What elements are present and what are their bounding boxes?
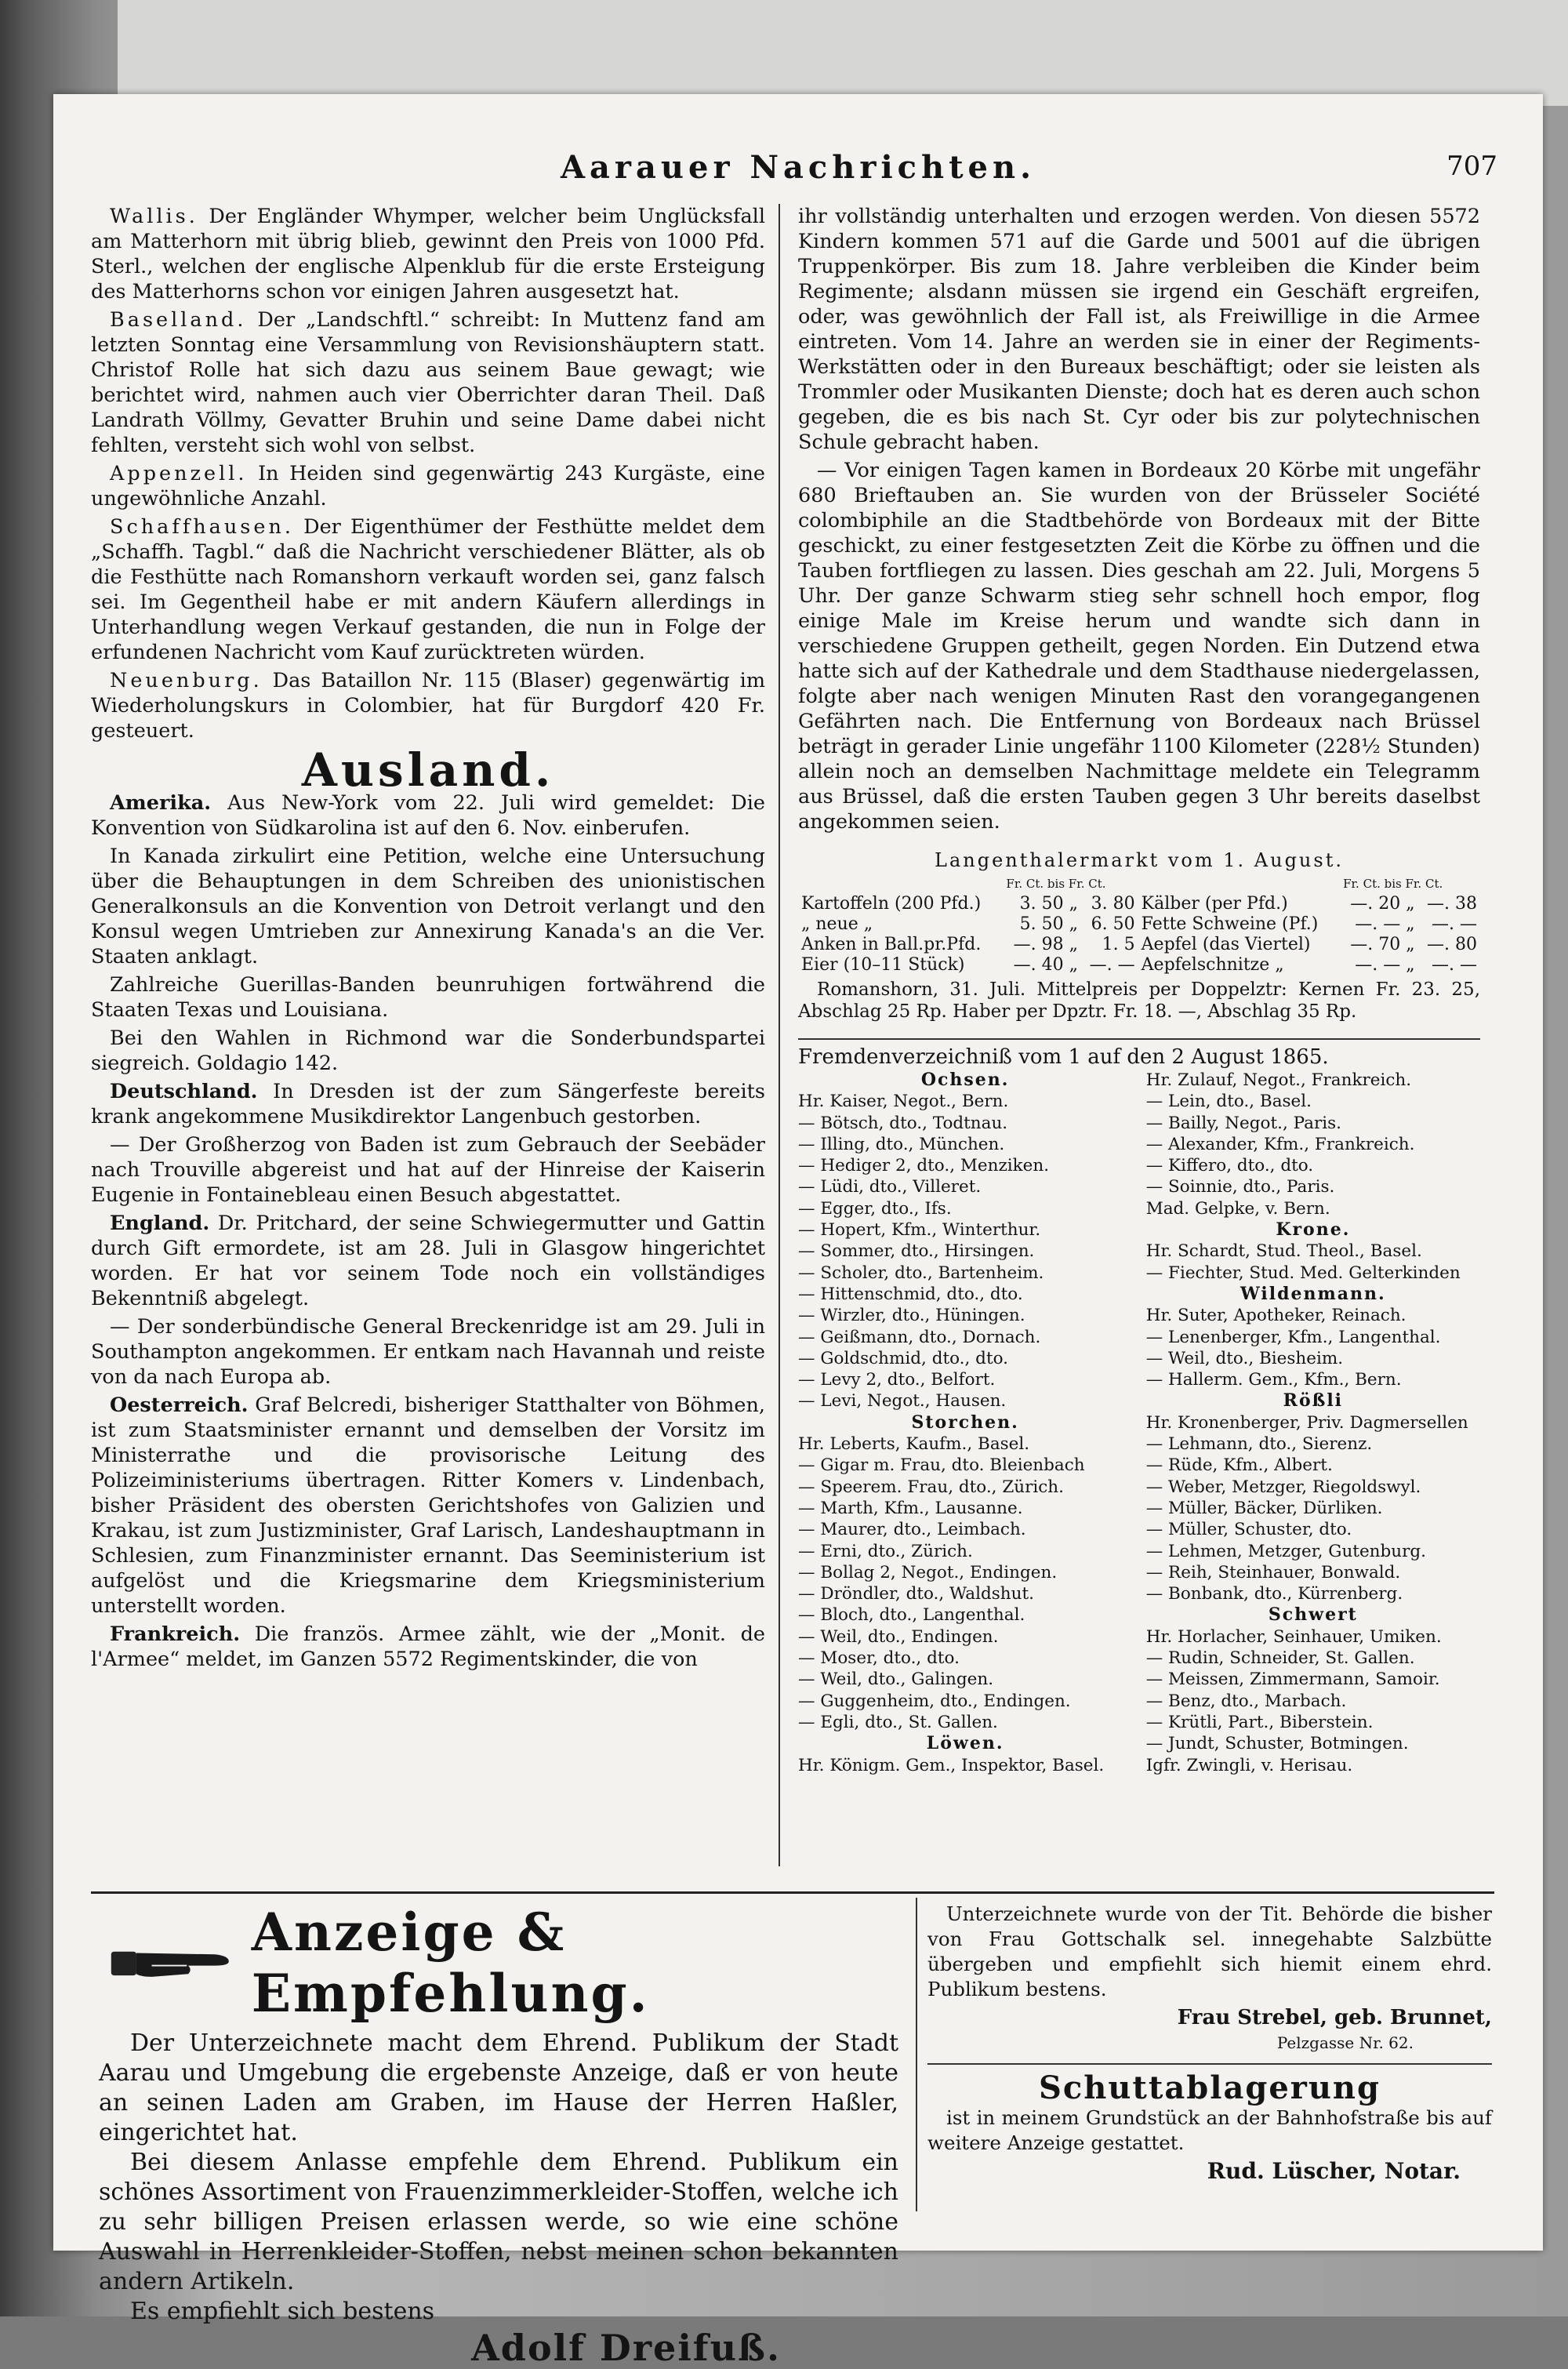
article-text: In Dresden ist der zum Sängerfeste bereits krank angekommene Musikdirektor Langenbuch gestorben. [91,1080,765,1128]
article-text: Der Eigenthümer der Festhütte meldet dem „Schaffh. Tagbl.“ daß die Nachricht verschiedener Blätter, als ob die Festhütte nach Romanshorn verkauft worden sei, ganz falsch sei. Im Gegentheil habe er mit andern Käufern allerdings in Unterhandlung wegen Verkauf gestanden, die nun in Folge der erfundenen Nachricht vom Kauf zurücktreten würden. [91,515,765,664]
article-frankreich-continued: ihr vollständig unterhalten und erzogen werden. Von diesen 5572 Kindern kommen 571 auf die Garde und 5001 auf die übrigen Truppenkörper. Bis zum 18. Jahre verbleiben die Kinder beim Regimente; alsdann müssen sie irgend ein Geschäft ergreifen, oder, was gewöhnlich der Fall ist, als Freiwillige in die Armee eintreten. Vom 14. Jahre an werden sie in einer der Regiments-Werkstätten oder in den Bureaux beschäftigt; oder sie leisten als Trommler oder Musikanten Dienste; doch hat es deren auch schon gegeben, die es bis nach St. Cyr oder bis zur polytechnischen Schule gebracht haben. [798,205,1480,454]
guest-section-heading: Löwen. [926,1733,1004,1754]
advert-signature: Adolf Dreifuß. [471,2327,781,2369]
guest-entry: — Gigar m. Frau, dto. Bleienbach [798,1455,1085,1476]
advert-divider [927,2063,1492,2065]
article-frankreich [91,1622,765,1672]
article-heading: Wallis. [110,205,198,228]
guest-entry: — Levi, Negot., Hausen. [798,1391,1007,1412]
article-heading: Frankreich. [110,1622,241,1646]
guest-entry: Hr. Horlacher, Seinhauer, Umiken. [1145,1626,1442,1647]
guest-list-left [798,1070,1132,1776]
market-col-head: Fr. Ct. bis Fr. Ct. [1006,877,1106,891]
guest-entry: — Lüdi, dto., Villeret. [798,1177,982,1197]
market-row [798,935,1480,955]
advert-address: Pelzgasse Nr. 62. [1276,2033,1414,2052]
market-cell: —. — [1089,955,1135,975]
advert-title-schutt: Schuttablagerung [1039,2069,1381,2106]
guest-entry: — Fiechter, Stud. Med. Gelterkinden [1145,1263,1461,1283]
guest-entry: — Meissen, Zimmermann, Samoir. [1145,1670,1440,1690]
guest-entry: — Sommer, dto., Hirsingen. [798,1241,1035,1262]
market-table [798,874,1480,976]
article-baselland [91,307,765,458]
guest-entry: — Reih, Steinhauer, Bonwald. [1145,1562,1401,1582]
guest-entry: — Dröndler, dto., Waldshut. [798,1584,1034,1604]
guest-entry: — Hittenschmid, dto., dto. [798,1284,1023,1304]
article-text: Aus New-York vom 22. Juli wird gemeldet: Die Konvention von Südkarolina ist auf den 6. Nov. einberufen. [91,791,765,840]
guest-entry: — Weil, dto., Galingen. [798,1670,994,1690]
market-cell: „ neue „ [801,914,873,934]
market-cell: —. 40 „ [1013,955,1078,975]
guest-entry: — Soinnie, dto., Paris. [1145,1177,1335,1197]
guest-entry: — Bötsch, dto., Todtnau. [798,1113,1008,1133]
advert-signature: Rud. Lüscher, Notar. [1207,2158,1461,2184]
article-text: Der „Landschftl.“ schreibt: In Muttenz fand am letzten Sonntag eine Versammlung von Revisionshäuptern statt. Christof Rolle hat sich dazu aus seinem Baue gewagt; wie berichtet wird, nahmen auch vier Oberrichter daran Theil. Daß Landrath Völlmy, Gevatter Bruhin und seine Dame dabei nicht fehlten, versteht sich wohl von selbst. [91,308,766,457]
guest-section-heading: Schwert [1268,1604,1358,1626]
article-text: Die französ. Armee zählt, wie der „Monit. de l'Armee“ meldet, im Ganzen 5572 Regimentskinder, die von [91,1622,765,1671]
guest-list-right [1146,1070,1480,1776]
guest-entry: — Lehmen, Metzger, Gutenburg. [1145,1541,1427,1561]
article-schaffhausen [91,514,765,665]
article-kanada: In Kanada zirkulirt eine Petition, welche eine Untersuchung über die Behauptungen in dem Schreiben des unionistischen Generalkonsuls an die Konvention von Detroit verlangt und den Konsul wegen Umtrieben zur Annexirung Kanada's an die Ver. Staaten anklagt. [91,845,765,968]
market-row [798,914,1480,935]
right-column [798,204,1480,1776]
guest-entry: — Geißmann, dto., Dornach. [798,1327,1041,1347]
guest-entry: — Scholer, dto., Bartenheim. [798,1263,1044,1283]
romanshorn-report: Romanshorn, 31. Juli. Mittelpreis per Doppelztr: Kernen Fr. 23. 25, Abschlag 25 Rp. Haber per Dpztr. Fr. 18. —, Abschlag 35 Rp. [798,979,1480,1022]
guest-section-heading: Rößli [1283,1390,1344,1412]
guest-entry: — Goldschmid, dto., dto. [798,1348,1008,1368]
article-heading: Deutschland. [110,1080,258,1103]
masthead-title: Aarauer Nachrichten. [560,149,1036,186]
market-cell: —. 98 „ [1013,935,1078,954]
article-amerika [91,790,765,841]
pointing-hand-icon [110,1939,236,1986]
guest-list-title: Fremdenverzeichniß vom 1 auf den 2 August 1865. [798,1045,1329,1069]
newspaper-page [53,94,1543,2369]
article-text: Graf Belcredi, bisheriger Statthalter von Böhmen, ist zum Staatsminister ernannt und demselben der Vorsitz im Ministerrathe und die provisorische Leitung des Polizeiministeriums übertragen. Ritter Komers v. Lindenbach, bisher Präsident des obersten Gerichtshofes von Galizien und Krakau, ist zum Justizminister, Graf Larisch, Landeshauptmann in Schlesien, zum Finanzminister ernannt. Das Seeministerium ist aufgelöst und die Kriegsmarine dem Kriegsministerium unterstellt worden. [91,1393,766,1618]
guest-entry: — Krütli, Part., Biberstein. [1145,1712,1374,1732]
advert-text [99,2029,898,2327]
guest-entry: — Egger, dto., Ifs. [798,1198,952,1219]
guest-entry: — Moser, dto., dto. [798,1648,960,1669]
guest-entry: Hr. Schardt, Stud. Theol., Basel. [1145,1241,1422,1262]
article-deutschland [91,1079,765,1129]
market-cell: —. — „ [1355,914,1415,934]
guest-entry: Hr. Kronenberger, Priv. Dagmersellen [1145,1412,1468,1433]
guest-entry: — Hallerm. Gem., Kfm., Bern. [1145,1370,1402,1390]
article-heading: Appenzell. [110,462,248,485]
guest-section-heading: Wildenmann. [1240,1283,1386,1304]
article-text: Der Engländer Whymper, welcher beim Unglücksfall am Matterhorn mit übrig blieb, gewinnt den Preis von 1000 Pfd. Sterl., welchen der englische Alpenklub für die erste Ersteigung des Matterhorns schon vor einigen Jahren ausgesetzt hat. [91,205,765,303]
guest-entry: — Hediger 2, dto., Menziken. [798,1156,1050,1176]
market-cell: —. — „ [1355,955,1415,975]
article-text: Das Bataillon Nr. 115 (Blaser) gegenwärtig im Wiederholungskurs in Colombier, hat für Burgdorf 420 Fr. gesteuert. [91,669,765,743]
guest-entry: — Weber, Metzger, Riegoldswyl. [1145,1477,1421,1497]
article-heading: Oesterreich. [110,1393,249,1417]
market-cell: —. — [1432,914,1477,934]
guest-entry: — Guggenheim, dto., Endingen. [798,1691,1071,1711]
market-cell: Aepfelschnitze „ [1141,955,1284,975]
market-cell: Fette Schweine (Pf.) [1141,914,1319,934]
guest-entry: — Erni, dto., Zürich. [798,1541,973,1561]
market-cell: 1. 5 [1102,935,1135,954]
guest-entry: Hr. Königm. Gem., Inspektor, Basel. [798,1755,1105,1775]
guest-entry: — Maurer, dto., Leimbach. [798,1520,1026,1540]
market-cell: Eier (10–11 Stück) [801,955,965,975]
page-header [53,149,1543,196]
article-heading: England. [110,1212,210,1235]
article-heading: Schaffhausen. [110,515,295,539]
guest-section-heading: Storchen. [911,1412,1019,1433]
guest-entry: — Marth, Kfm., Lausanne. [798,1498,1023,1518]
market-cell: 6. 50 [1091,914,1135,934]
market-head-spacer [798,874,1003,894]
article-breckenridge: — Der sonderbündische General Breckenridge ist am 29. Juli in Southampton angekommen. Er entkam nach Havannah und reiste von da nach Europa ab. [91,1315,765,1389]
guest-entry: — Kiffero, dto., dto. [1145,1156,1314,1176]
article-bordeaux: — Vor einigen Tagen kamen in Bordeaux 20 Körbe mit ungefähr 680 Brieftauben an. Sie wurden von der Brüsseler Société colombiphile an die Stadtbehörde von Bordeaux mit der Bitte geschickt, zu einer festgesetzten Zeit die Körbe zu öffnen und die Tauben fortfliegen zu lassen. Dies geschah am 22. Juli, Morgens 5 Uhr. Der ganze Schwarm stieg sehr schnell hoch empor, flog einige Male im Kreise herum und wandte sich dann in verschiedene Gruppen getheilt, gegen Norden. Ein Dutzend etwa hatte sich auf der Kathedrale und dem Stadthause niedergelassen, folgte aber nach wenigen Minuten Rast den vorangegangenen Gefährten nach. Die Entfernung von Bordeaux nach Brüssel beträgt in gerader Linie ungefähr 1100 Kilometer (228½ Stunden) allein noch an demselben Nachmittage meldete ein Telegramm aus Brüssel, daß die ersten Tauben gegen 3 Uhr bereits daselbst angekommen seien. [798,459,1480,834]
guest-entry: — Lenenberger, Kfm., Langenthal. [1145,1327,1441,1347]
market-cell: —. — [1432,955,1477,975]
advert-schutt-text: ist in meinem Grundstück an der Bahnhofstraße bis auf weitere Anzeige gestattet. [927,2106,1492,2154]
guest-entry: — Illing, dto., München. [798,1134,1005,1154]
guest-entry: — Jundt, Schuster, Botmingen. [1145,1734,1409,1754]
advert-paragraph: Der Unterzeichnete macht dem Ehrend. Publikum der Stadt Aarau und Umgebung die ergebenste Anzeige, daß er von heute an seinen Laden am Graben, im Hause der Herren Haßler, eingerichtet hat. [99,2029,898,2146]
guest-entry: Igfr. Zwingli, v. Herisau. [1145,1755,1353,1775]
guest-list [798,1038,1480,1776]
left-column [91,204,765,1675]
market-title: Langenthalermarkt vom 1. August. [935,849,1344,871]
article-wallis [91,204,765,304]
market-cell: —. 80 [1427,935,1477,954]
guest-entry: — Rudin, Schneider, St. Gallen. [1145,1648,1415,1669]
guest-entry: Hr. Kaiser, Negot., Bern. [798,1092,1009,1112]
guest-entry: — Speerem. Frau, dto., Zürich. [798,1477,1064,1497]
guest-entry: — Bailly, Negot., Paris. [1145,1113,1341,1133]
guest-entry: — Bollag 2, Negot., Endingen. [798,1562,1058,1582]
advert-title: Anzeige & Empfehlung. [251,1902,650,2024]
guest-entry: — Bloch, dto., Langenthal. [798,1605,1025,1626]
guest-entry: — Weil, dto., Endingen. [798,1626,999,1647]
guest-section-heading: Krone. [1276,1219,1351,1241]
article-heading: Baselland. [110,308,247,332]
advert-rule [916,1898,917,2211]
guest-entry: Hr. Suter, Apotheker, Reinach. [1145,1306,1406,1326]
market-cell: 3. 50 „ [1019,894,1078,914]
advert-right-column [927,1902,1492,2184]
article-heading: Neuenburg. [110,669,263,692]
guest-entry: Hr. Zulauf, Negot., Frankreich. [1145,1070,1412,1090]
article-guerillas: Zahlreiche Guerillas-Banden beunruhigen fortwährend die Staaten Texas und Louisiana. [91,973,765,1022]
back-sheet [118,0,1568,106]
advert-signature: Frau Strebel, geb. Brunnet, [1177,2006,1492,2029]
guest-entry: Mad. Gelpke, v. Bern. [1145,1198,1330,1219]
market-row [798,894,1480,914]
market-cell: Kälber (per Pfd.) [1141,894,1288,914]
page-number: 707 [1446,151,1497,182]
market-cell: 5. 50 „ [1019,914,1078,934]
section-heading-ausland: Ausland. [301,743,555,797]
market-col-head: Fr. Ct. bis Fr. Ct. [1343,877,1443,891]
market-row [798,955,1480,976]
guest-entry: Hr. Leberts, Kaufm., Basel. [798,1434,1030,1455]
advert-dreifuss [91,1902,906,2369]
guest-entry: — Lehmann, dto., Sierenz. [1145,1434,1373,1455]
article-baden: — Der Großherzog von Baden ist zum Gebrauch der Seebäder nach Trouville abgereist und hat auf der Hinreise der Kaiserin Eugenie in Fontainebleau einen Besuch abgestattet. [91,1133,765,1207]
guest-entry: — Bonbank, dto., Kürrenberg. [1145,1584,1403,1604]
guest-entry: — Rüde, Kfm., Albert. [1145,1455,1333,1476]
guest-entry: — Müller, Schuster, dto. [1145,1520,1352,1540]
market-cell: Anken in Ball.pr.Pfd. [801,935,982,954]
advert-paragraph: Es empfiehlt sich bestens [130,2298,435,2325]
guest-entry: — Müller, Bäcker, Dürliken. [1145,1498,1383,1518]
market-report [798,850,1480,1023]
guest-entry: — Hopert, Kfm., Winterthur. [798,1220,1041,1241]
guest-entry: — Egli, dto., St. Gallen. [798,1712,998,1732]
article-england [91,1211,765,1311]
advert-salzbuette: Unterzeichnete wurde von der Tit. Behörde die bisher von Frau Gottschalk sel. innegehabte Salzbütte übergeben und empfiehlt sich hiemit einem ehrd. Publikum bestens. [927,1902,1492,2000]
guest-entry: — Lein, dto., Basel. [1145,1092,1312,1112]
market-cell: Kartoffeln (200 Pfd.) [801,894,982,914]
market-cell: —. 70 „ [1350,935,1415,954]
article-text: Dr. Pritchard, der seine Schwiegermutter und Gattin durch Gift ermordete, ist am 28. Juli in Glasgow hingerichtet worden. Er hat vor seinem Tode noch ein vollständiges Bekenntniß abgelegt. [91,1212,765,1310]
market-cell: Aepfel (das Viertel) [1141,935,1311,954]
advert-title-row [91,1902,906,2024]
article-neuenburg [91,668,765,743]
guest-entry: — Alexander, Kfm., Frankreich. [1145,1134,1415,1154]
guest-section-heading: Ochsen. [920,1070,1010,1090]
market-cell: —. 38 [1427,894,1477,914]
article-oesterreich [91,1393,765,1619]
column-rule [779,204,780,1866]
guest-entry: — Weil, dto., Biesheim. [1145,1348,1344,1368]
article-appenzell [91,461,765,511]
guest-entry: — Benz, dto., Marbach. [1145,1691,1347,1711]
market-cell: —. 20 „ [1350,894,1415,914]
article-richmond: Bei den Wahlen in Richmond war die Sonderbundspartei siegreich. Goldagio 142. [91,1026,765,1075]
article-text: In Heiden sind gegenwärtig 243 Kurgäste, eine ungewöhnliche Anzahl. [91,462,766,510]
guest-list-columns [798,1070,1480,1776]
market-table-header [798,874,1480,894]
market-cell: 3. 80 [1091,894,1135,914]
advert-paragraph: Bei diesem Anlasse empfehle dem Ehrend. Publikum ein schönes Assortiment von Frauenzimmerkleider-Stoffen, welche ich zu sehr billigen Preisen erlassen werde, so wie eine schöne Auswahl in Herrenkleider-Stoffen, nebst meinen schon bekannten andern Artikeln. [99,2149,898,2295]
article-heading: Amerika. [110,791,212,815]
guest-entry: — Wirzler, dto., Hüningen. [798,1306,1025,1326]
market-head-spacer [1138,874,1340,894]
guest-entry: — Levy 2, dto., Belfort. [798,1370,996,1390]
